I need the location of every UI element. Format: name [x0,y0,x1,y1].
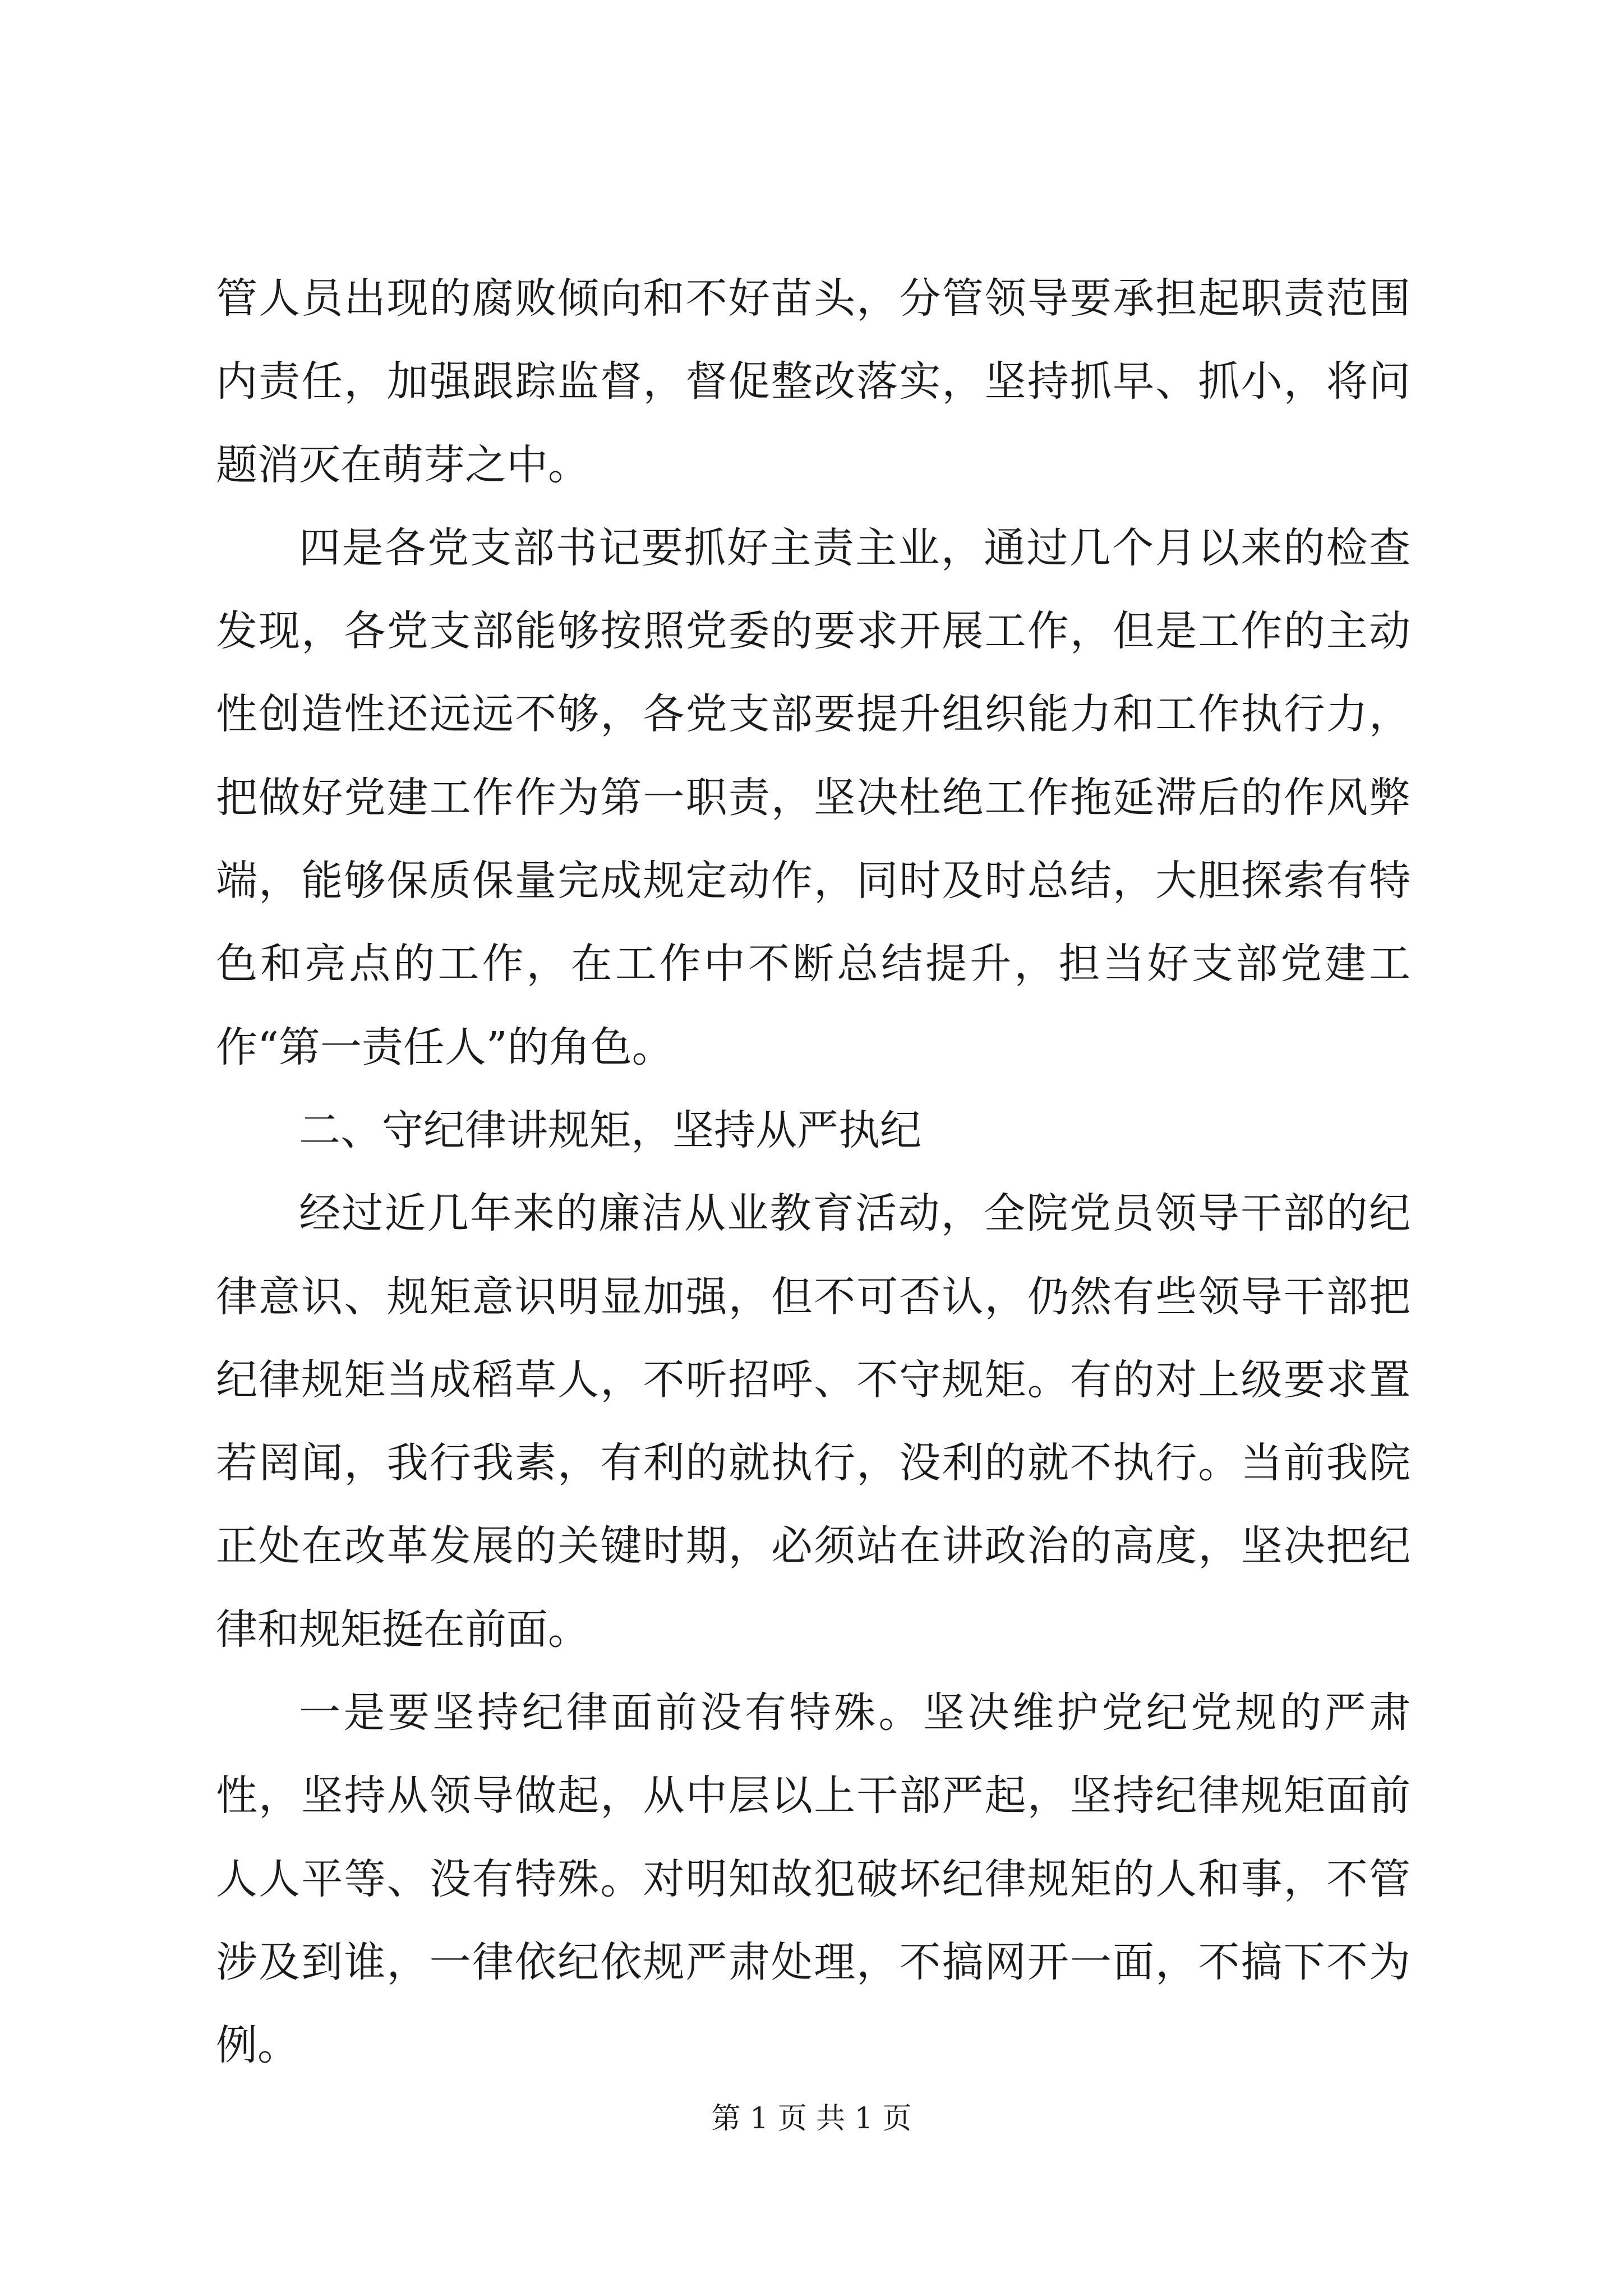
page-footer: 第 1 页 共 1 页 [711,2102,912,2136]
paragraph-2: 四是各党支部书记要抓好主责主业，通过几个月以来的检查发现，各党支部能够按照党委的要求开展工作，但是工作的主动性创造性还远远不够，各党支部要提升组织能力和工作执行力，把做好党建工作作为第一职责，坚决杜绝工作拖延滞后的作风弊端，能够保质保量完成规定动作，同时及时总结，大胆探索有特色和亮点的工作，在工作中不断总结提升，担当好支部党建工作“第一责任人”的角色。 [216,523,1410,1071]
paragraph-4: 一是要坚持纪律面前没有特殊。坚决维护党纪党规的严肃性，坚持从领导做起，从中层以上干部严起，坚持纪律规矩面前人人平等、没有特殊。对明知故犯破坏纪律规矩的人和事，不管涉及到谁，一律依纪依规严肃处理，不搞网开一面，不搞下不为例。 [216,1688,1410,2070]
paragraph-3: 经过近几年来的廉洁从业教育活动，全院党员领导干部的纪律意识、规矩意识明显加强，但不可否认，仍然有些领导干部把纪律规矩当成稻草人，不听招呼、不守规矩。有的对上级要求置若罔闻，我行我素，有利的就执行，没利的就不执行。当前我院正处在改革发展的关键时期，必须站在讲政治的高度，坚决把纪律和规矩挺在前面。 [216,1189,1410,1654]
section-heading: 二、守纪律讲规矩，坚持从严执纪 [299,1106,921,1154]
document-body [216,257,1410,2087]
paragraph-1: 管人员出现的腐败倾向和不好苗头，分管领导要承担起职责范围内责任，加强跟踪监督，督促整改落实，坚持抓早、抓小，将问题消灭在萌芽之中。 [216,274,1410,489]
